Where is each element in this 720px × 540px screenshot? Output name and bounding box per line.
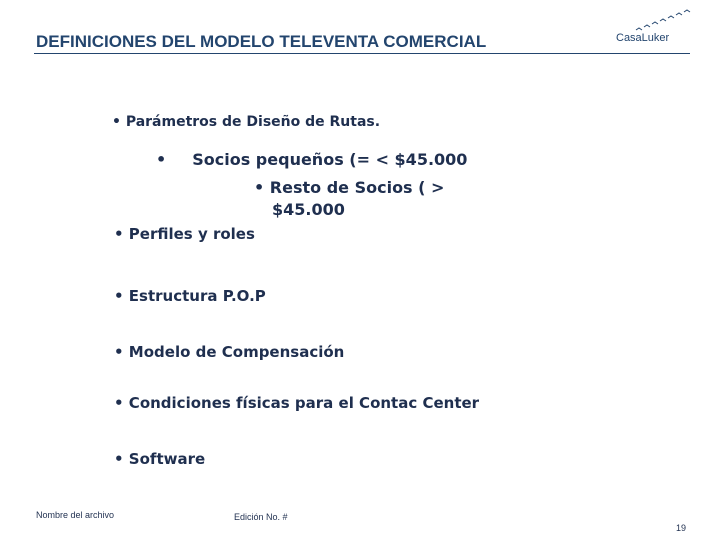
bullet-condiciones: • Condiciones físicas para el Contac Center <box>114 394 480 412</box>
birds-icon <box>632 8 692 34</box>
sub-bullet-resto-socios-amount: $45.000 <box>272 200 345 219</box>
title-underline <box>34 53 690 54</box>
slide-title: DEFINICIONES DEL MODELO TELEVENTA COMERCIAL <box>36 32 487 51</box>
bullet-parametros: • Parámetros de Diseño de Rutas. <box>112 114 381 130</box>
footer-file-name: Nombre del archivo <box>36 510 115 520</box>
casaluker-logo <box>612 8 692 48</box>
sub-bullet-marker: • <box>156 150 167 169</box>
bullet-compensacion: • Modelo de Compensación <box>114 343 345 361</box>
logo-text: CasaLuker <box>616 32 670 44</box>
bullet-estructura: • Estructura P.O.P <box>114 287 266 305</box>
sub-bullet-resto-socios: • Resto de Socios ( > <box>254 178 445 197</box>
sub-bullet-socios-pequenos <box>156 150 467 169</box>
sub-bullet-text: Socios pequeños (= < $45.000 <box>192 150 468 169</box>
bullet-software: • Software <box>114 450 206 468</box>
page-number: 19 <box>676 523 687 533</box>
footer-edition: Edición No. # <box>234 512 288 522</box>
bullet-perfiles: • Perfiles y roles <box>114 225 255 243</box>
